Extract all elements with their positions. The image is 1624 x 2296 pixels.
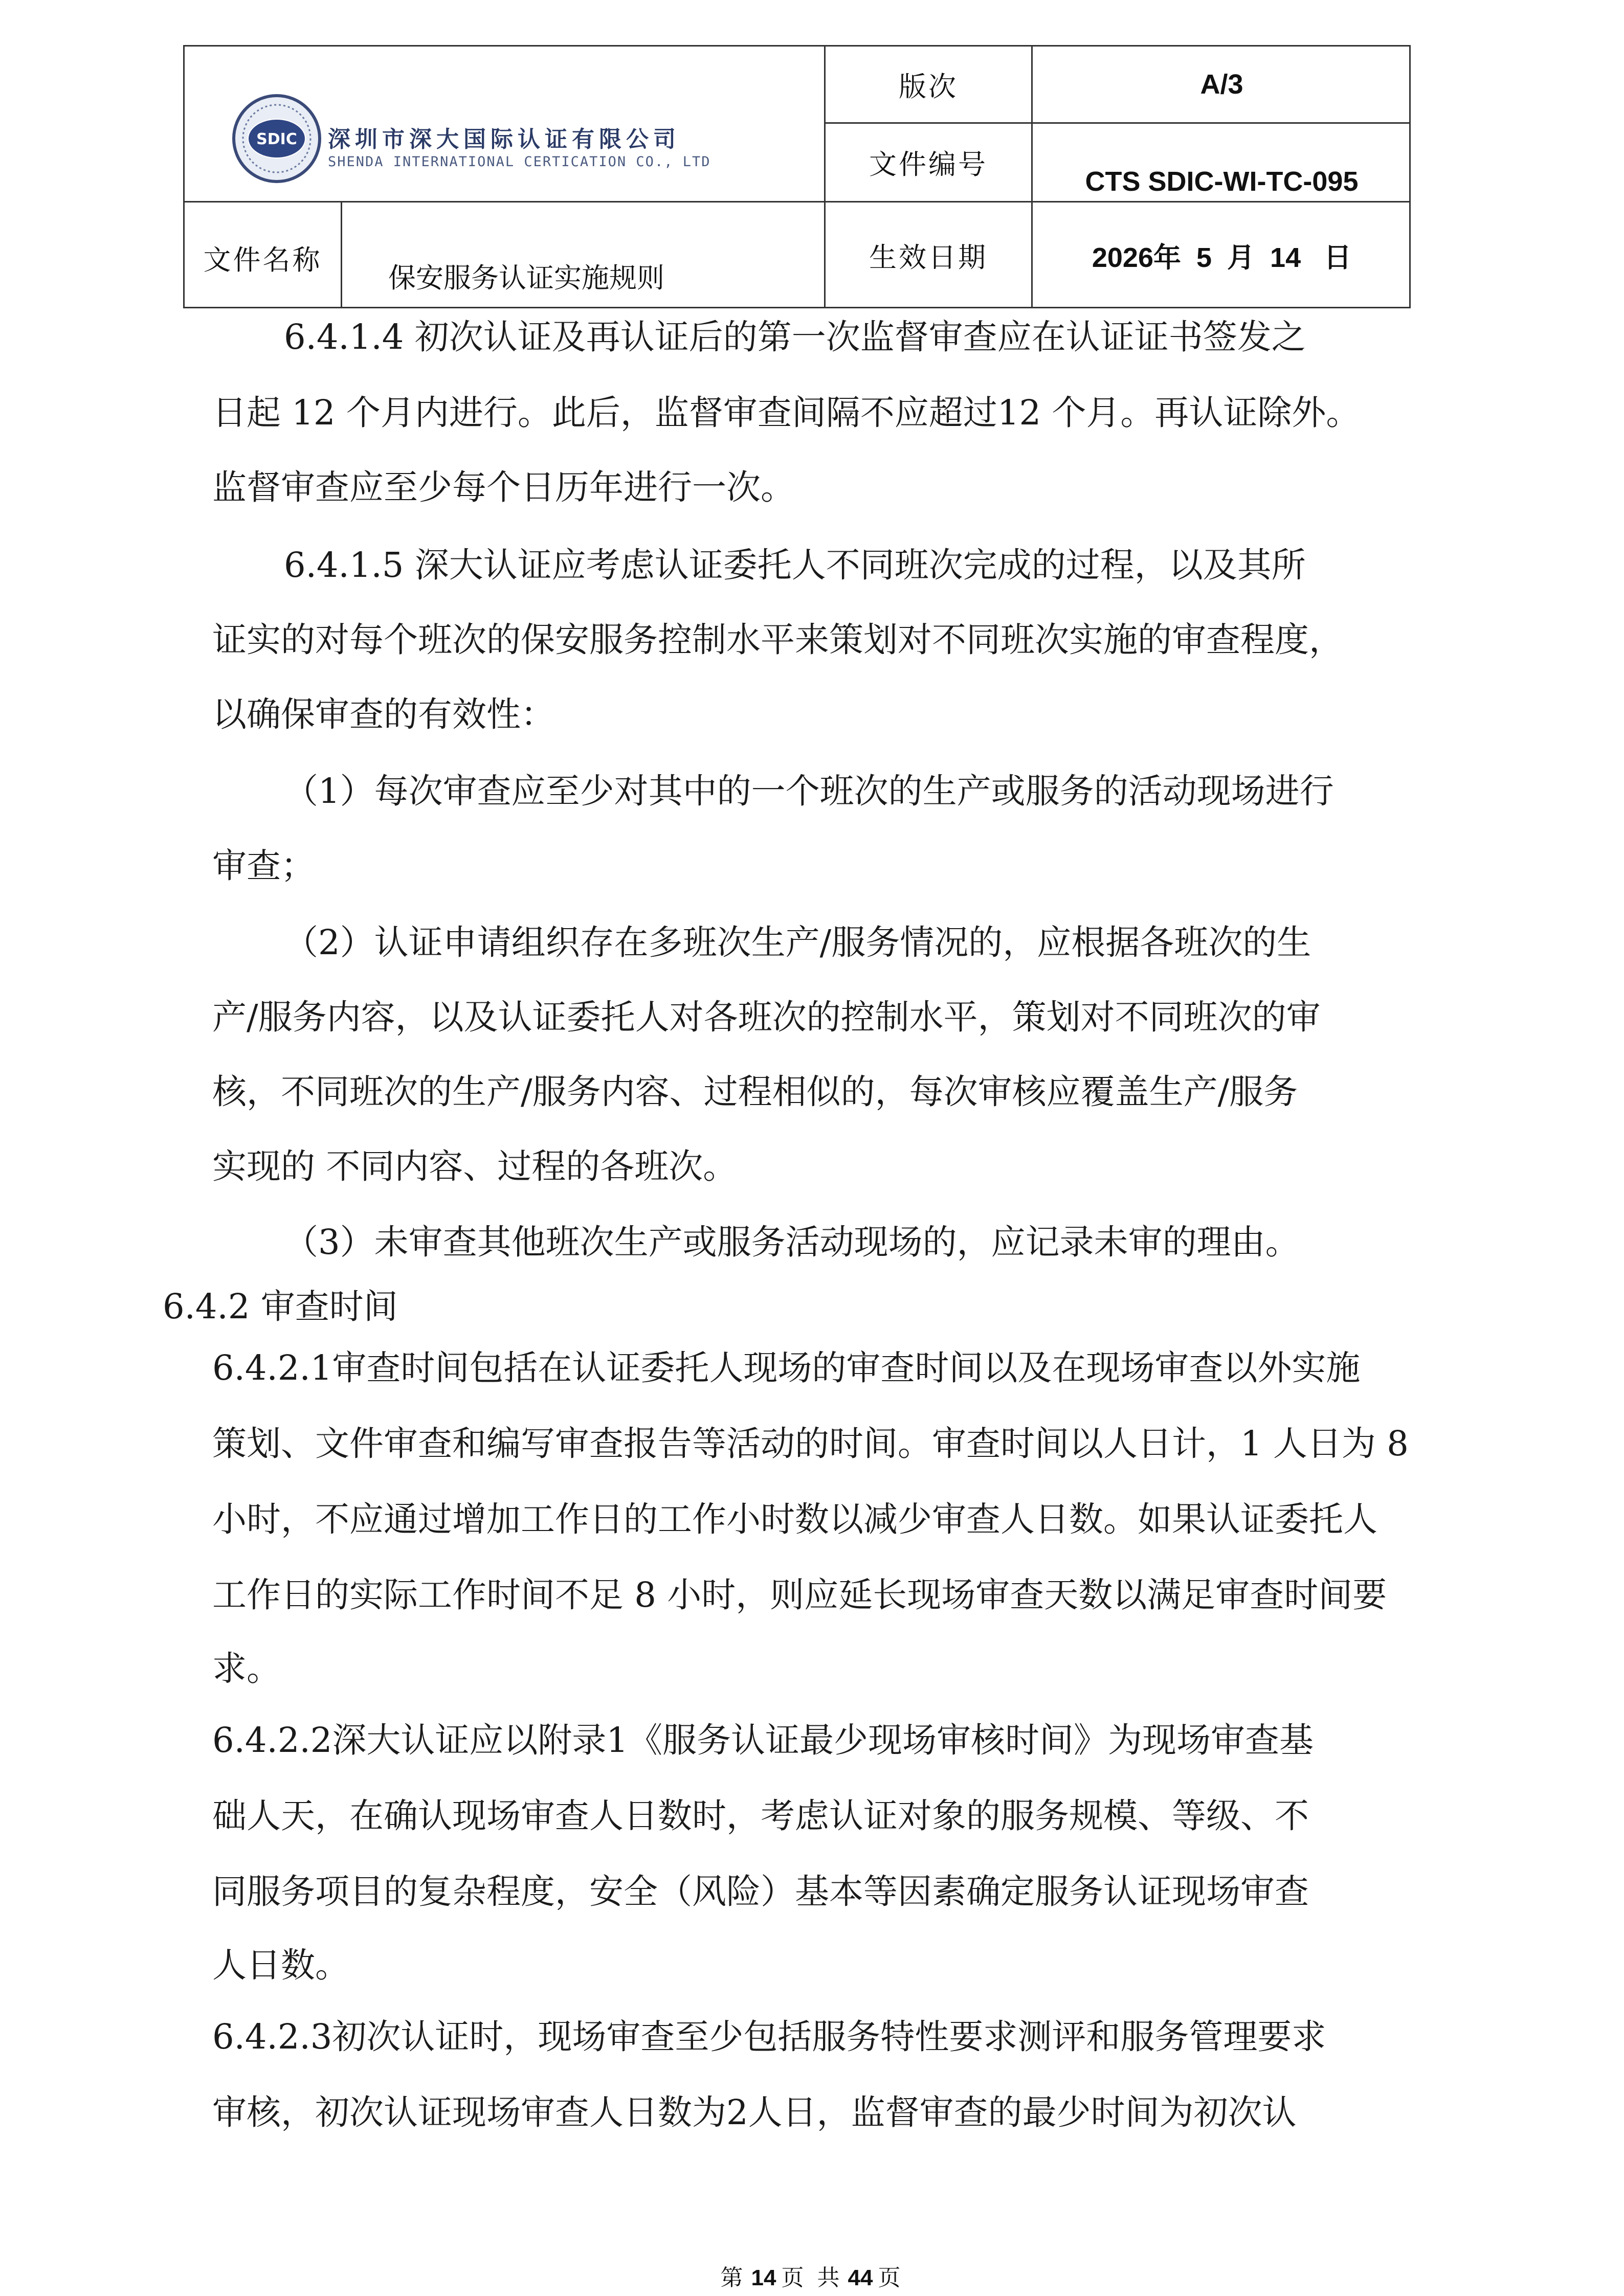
page-footer [0,2259,1624,2292]
company-name-cn: 深圳市深大国际认证有限公司 [328,126,680,152]
doc-name-value-cell [342,202,824,308]
version-label: 版次 [899,70,958,103]
version-label-cell [826,47,1031,122]
paragraph-line: （3）未审查其他班次生产或服务活动现场的，应记录未审的理由。 [284,1222,1300,1262]
doc-name-value: 保安服务认证实施规则 [388,262,664,294]
svg-text:SDIC: SDIC [256,130,297,148]
effective-value-cell [1033,202,1411,308]
paragraph-line: 实现的 不同内容、过程的各班次。 [212,1146,738,1186]
paragraph-line: 证实的对每个班次的保安服务控制水平来策划对不同班次实施的审查程度， [212,620,1343,660]
doc-no-value-cell [1033,124,1411,209]
paragraph-line: 以确保审查的有效性： [212,694,555,734]
version-value-cell [1033,47,1411,122]
doc-no-label: 文件编号 [869,148,988,181]
paragraph-line: 础人天，在确认现场审查人日数时，考虑认证对象的服务规模、等级、不 [212,1796,1309,1836]
paragraph-line: 策划、文件审查和编写审查报告等活动的时间。审查时间以人日计，1 人日为 8 [212,1424,1409,1464]
paragraph-line: 监督审查应至少每个日历年进行一次。 [212,467,795,507]
section-heading: 6.4.2 审查时间 [163,1287,398,1326]
company-logo [231,72,793,205]
paragraph-line: 核，不同班次的生产/服务内容、过程相似的，每次审核应覆盖生产/服务 [212,1072,1298,1112]
paragraph-line: （2）认证申请组织存在多班次生产/服务情况的，应根据各班次的生 [284,922,1311,962]
paragraph-line: 6.4.1.5 深大认证应考虑认证委托人不同班次完成的过程，以及其所 [284,545,1306,585]
version-value: A/3 [1200,69,1243,100]
paragraph-line: 6.4.2.2深大认证应以附录1《服务认证最少现场审核时间》为现场审查基 [212,1720,1314,1760]
paragraph-line: 人日数。 [212,1945,349,1985]
page-suffix: 页 [878,2265,904,2291]
paragraph-line: 同服务项目的复杂程度，安全（风险）基本等因素确定服务认证现场审查 [212,1872,1309,1911]
doc-name-label-cell [185,202,341,308]
page-number: 14 [751,2265,776,2290]
paragraph-line: 6.4.1.4 初次认证及再认证后的第一次监督审查应在认证证书签发之 [284,317,1306,357]
effective-label-cell [826,202,1031,308]
paragraph-line: 求。 [212,1649,281,1689]
paragraph-line: 小时，不应通过增加工作日的工作小时数以减少审查人日数。如果认证委托人 [212,1499,1377,1539]
paragraph-line: （1）每次审查应至少对其中的一个班次的生产或服务的活动现场进行 [284,771,1334,811]
doc-no-label-cell [826,124,1031,201]
paragraph-line: 产/服务内容，以及认证委托人对各班次的控制水平，策划对不同班次的审 [212,997,1321,1037]
document-header-table [183,45,1411,308]
effective-date-value: 2026年 5 月 14 日 [1092,242,1352,273]
doc-name-label: 文件名称 [203,244,322,276]
page-prefix: 第 [720,2265,746,2291]
paragraph-line: 工作日的实际工作时间不足 8 小时，则应延长现场审查天数以满足审查时间要 [212,1575,1387,1615]
sdic-seal-icon [231,93,323,185]
paragraph-line: 日起 12 个月内进行。此后，监督审查间隔不应超过12 个月。再认证除外。 [212,393,1361,433]
paragraph-line: 审核，初次认证现场审查人日数为2人日，监督审查的最少时间为初次认 [212,2092,1297,2132]
effective-label: 生效日期 [869,241,988,274]
doc-no-value: CTS SDIC-WI-TC-095 [1085,166,1359,197]
paragraph-line: 6.4.2.3初次认证时，现场审查至少包括服务特性要求测评和服务管理要求 [212,2017,1326,2057]
company-name-en: SHENDA INTERNATIONAL CERTICATION CO., LTD [328,154,711,170]
page-total: 44 [848,2265,873,2290]
paragraph-line: 6.4.2.1审查时间包括在认证委托人现场的审查时间以及在现场审查以外实施 [212,1348,1361,1388]
page-mid: 页 共 [781,2265,843,2291]
paragraph-line: 审查； [212,846,315,886]
